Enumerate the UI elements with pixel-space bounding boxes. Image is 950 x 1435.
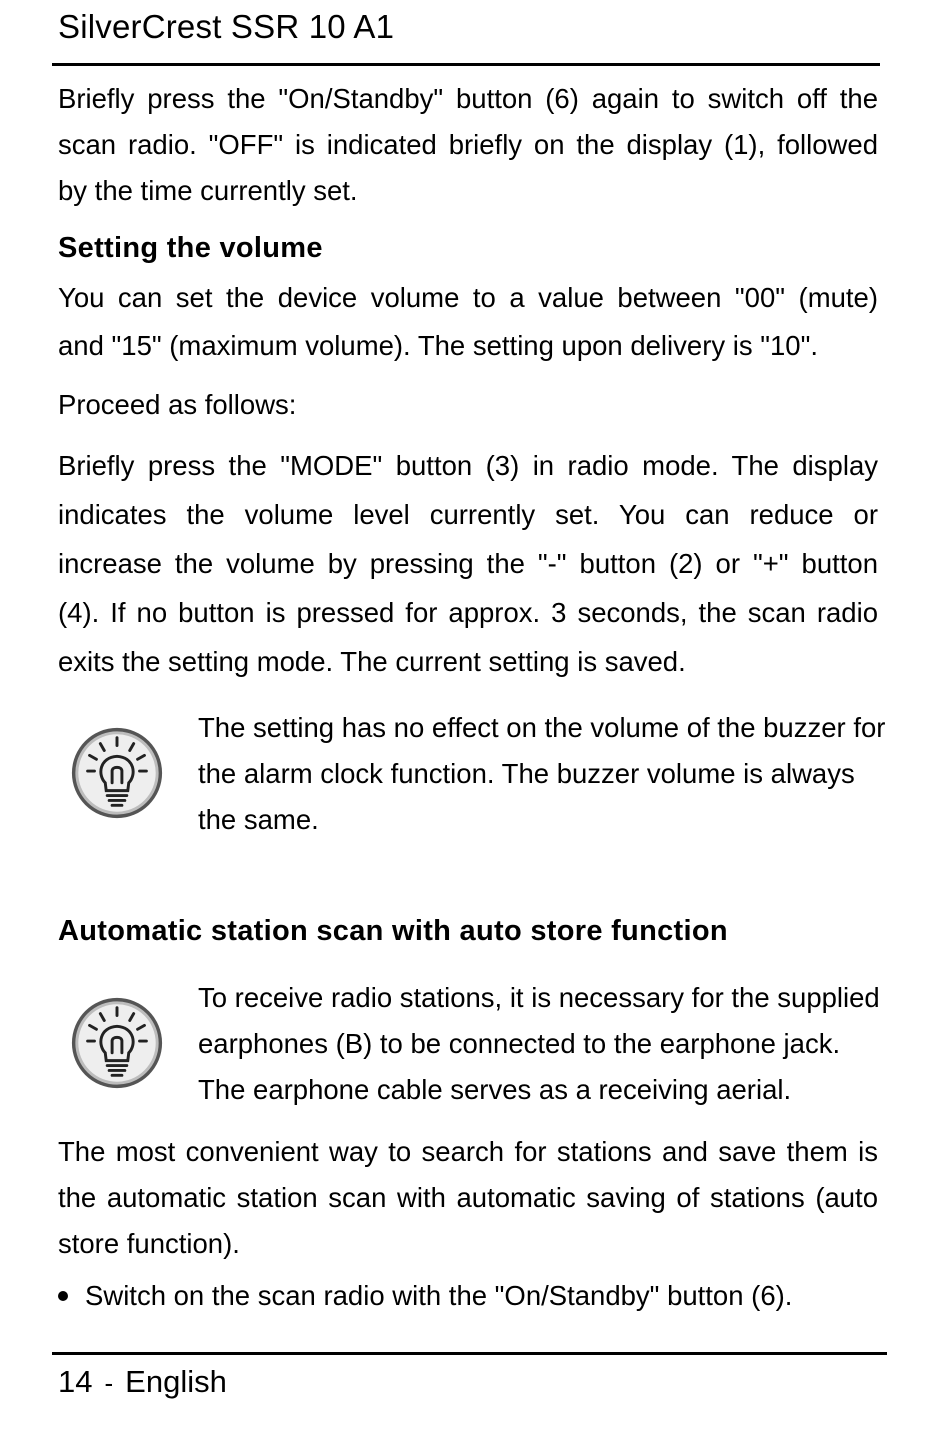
text-line: indicates the volume level currently set. You can reduce or	[58, 499, 878, 530]
footer-separator: -	[104, 1368, 114, 1398]
text-line: The earphone cable serves as a receiving aerial.	[198, 1074, 792, 1105]
text-line: by the time currently set.	[58, 175, 358, 206]
paragraph-volume-range	[58, 275, 878, 369]
paragraph-mode-button	[58, 443, 878, 688]
lightbulb-tip-icon	[68, 994, 166, 1092]
heading-automatic-scan: Automatic station scan with auto store function	[58, 915, 728, 947]
text-line: earphones (B) to be connected to the earphone jack.	[198, 1028, 841, 1059]
note-earphones	[198, 975, 908, 1113]
text-line: Briefly press the "MODE" button (3) in radio mode. The display	[58, 450, 878, 481]
text-line: and "15" (maximum volume). The setting upon delivery is "10".	[58, 330, 818, 361]
text-line: the automatic station scan with automatic saving of stations (auto	[58, 1182, 878, 1213]
paragraph-switch-off	[58, 76, 878, 214]
paragraph-convenient-scan	[58, 1129, 878, 1267]
text-line: The most convenient way to search for stations and save them is	[58, 1136, 878, 1167]
page-header-title: SilverCrest SSR 10 A1	[58, 8, 395, 45]
lightbulb-tip-icon	[68, 724, 166, 822]
text-line: store function).	[58, 1228, 240, 1259]
text-line: scan radio. "OFF" is indicated briefly on the display (1), followed	[58, 129, 878, 160]
paragraph-proceed	[58, 382, 878, 428]
text-line: the same.	[198, 804, 319, 835]
text-line: You can set the device volume to a value between "00" (mute)	[58, 282, 878, 313]
bullet-item	[58, 1273, 792, 1319]
text-line: (4). If no button is pressed for approx. 3 seconds, the scan radio	[58, 597, 878, 628]
text-line: Briefly press the "On/Standby" button (6) again to switch off the	[58, 83, 878, 114]
page-footer	[58, 1364, 227, 1400]
note-buzzer	[198, 705, 908, 843]
page-number: 14	[58, 1364, 93, 1399]
text-line: exits the setting mode. The current setting is saved.	[58, 646, 686, 677]
bullet-dot-icon	[58, 1291, 68, 1301]
text-line: Proceed as follows:	[58, 389, 297, 420]
text-line: The setting has no effect on the volume of the buzzer for	[198, 712, 886, 743]
heading-setting-volume: Setting the volume	[58, 232, 323, 264]
footer-language: English	[125, 1364, 227, 1399]
text-line: increase the volume by pressing the "-" button (2) or "+" button	[58, 548, 878, 579]
text-line: the alarm clock function. The buzzer volume is always	[198, 758, 855, 789]
header-rule	[52, 63, 880, 66]
bullet-text: Switch on the scan radio with the "On/Standby" button (6).	[85, 1280, 793, 1311]
text-line: To receive radio stations, it is necessary for the supplied	[198, 982, 880, 1013]
footer-rule	[52, 1352, 887, 1355]
